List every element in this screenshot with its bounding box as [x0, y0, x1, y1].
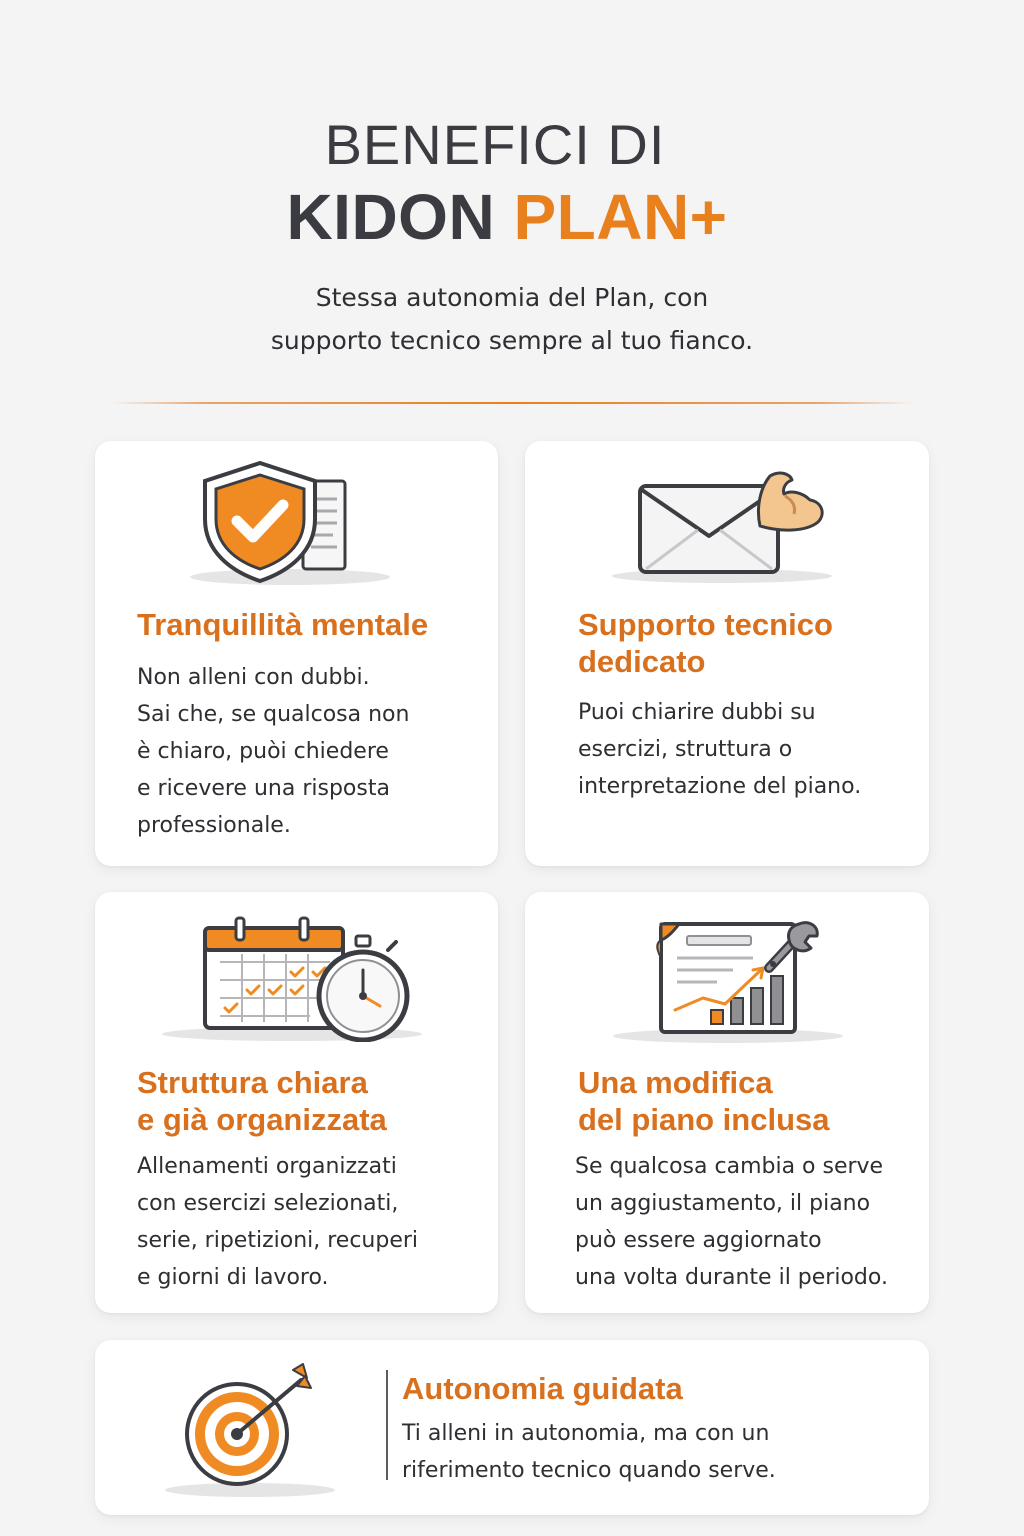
- title-product: PLAN+: [513, 181, 728, 253]
- card-title: Struttura chiara e già organizzata: [137, 1065, 387, 1137]
- subtitle-line-2: supporto tecnico sempre al tuo fianco.: [270, 326, 754, 355]
- envelope-muscle-icon: [610, 466, 840, 586]
- card-divider: [386, 1370, 388, 1480]
- target-arrow-icon: [165, 1360, 340, 1500]
- subtitle-line-1: Stessa autonomia del Plan, con: [315, 283, 709, 312]
- subtitle: [0, 276, 1024, 362]
- card-struttura: [95, 892, 498, 1313]
- header-divider: [110, 402, 914, 404]
- card-body: Allenamenti organizzati con esercizi selezionati, serie, ripetizioni, recuperi e giorni di lavoro.: [137, 1154, 419, 1290]
- title-brand: KIDON: [286, 181, 496, 253]
- card-body: Ti alleni in autonomia, ma con un riferimento tecnico quando serve.: [402, 1421, 776, 1483]
- title-line-1: BENEFICI DI: [324, 113, 666, 176]
- document-chart-wrench-icon: [613, 910, 848, 1045]
- card-modifica: [525, 892, 929, 1313]
- title-line-2: [0, 180, 1014, 254]
- card-title: Supporto tecnico dedicato: [578, 607, 833, 679]
- card-supporto: [525, 441, 929, 866]
- card-tranquillita: [95, 441, 498, 866]
- card-body: Puoi chiarire dubbi su esercizi, struttura o interpretazione del piano.: [578, 700, 862, 799]
- card-body: Se qualcosa cambia o serve un aggiustamento, il piano può essere aggiornato una volta durante il periodo.: [575, 1154, 888, 1290]
- card-title: Autonomia guidata: [402, 1371, 683, 1406]
- card-title: Tranquillità mentale: [137, 607, 429, 642]
- card-autonomia: [95, 1340, 929, 1515]
- calendar-stopwatch-icon: [160, 914, 425, 1042]
- shield-check-icon: [185, 459, 395, 589]
- card-title: Una modifica del piano inclusa: [578, 1065, 830, 1137]
- card-body: Non alleni con dubbi. Sai che, se qualcosa non è chiaro, puòi chiedere e ricevere una risposta professionale.: [137, 665, 410, 838]
